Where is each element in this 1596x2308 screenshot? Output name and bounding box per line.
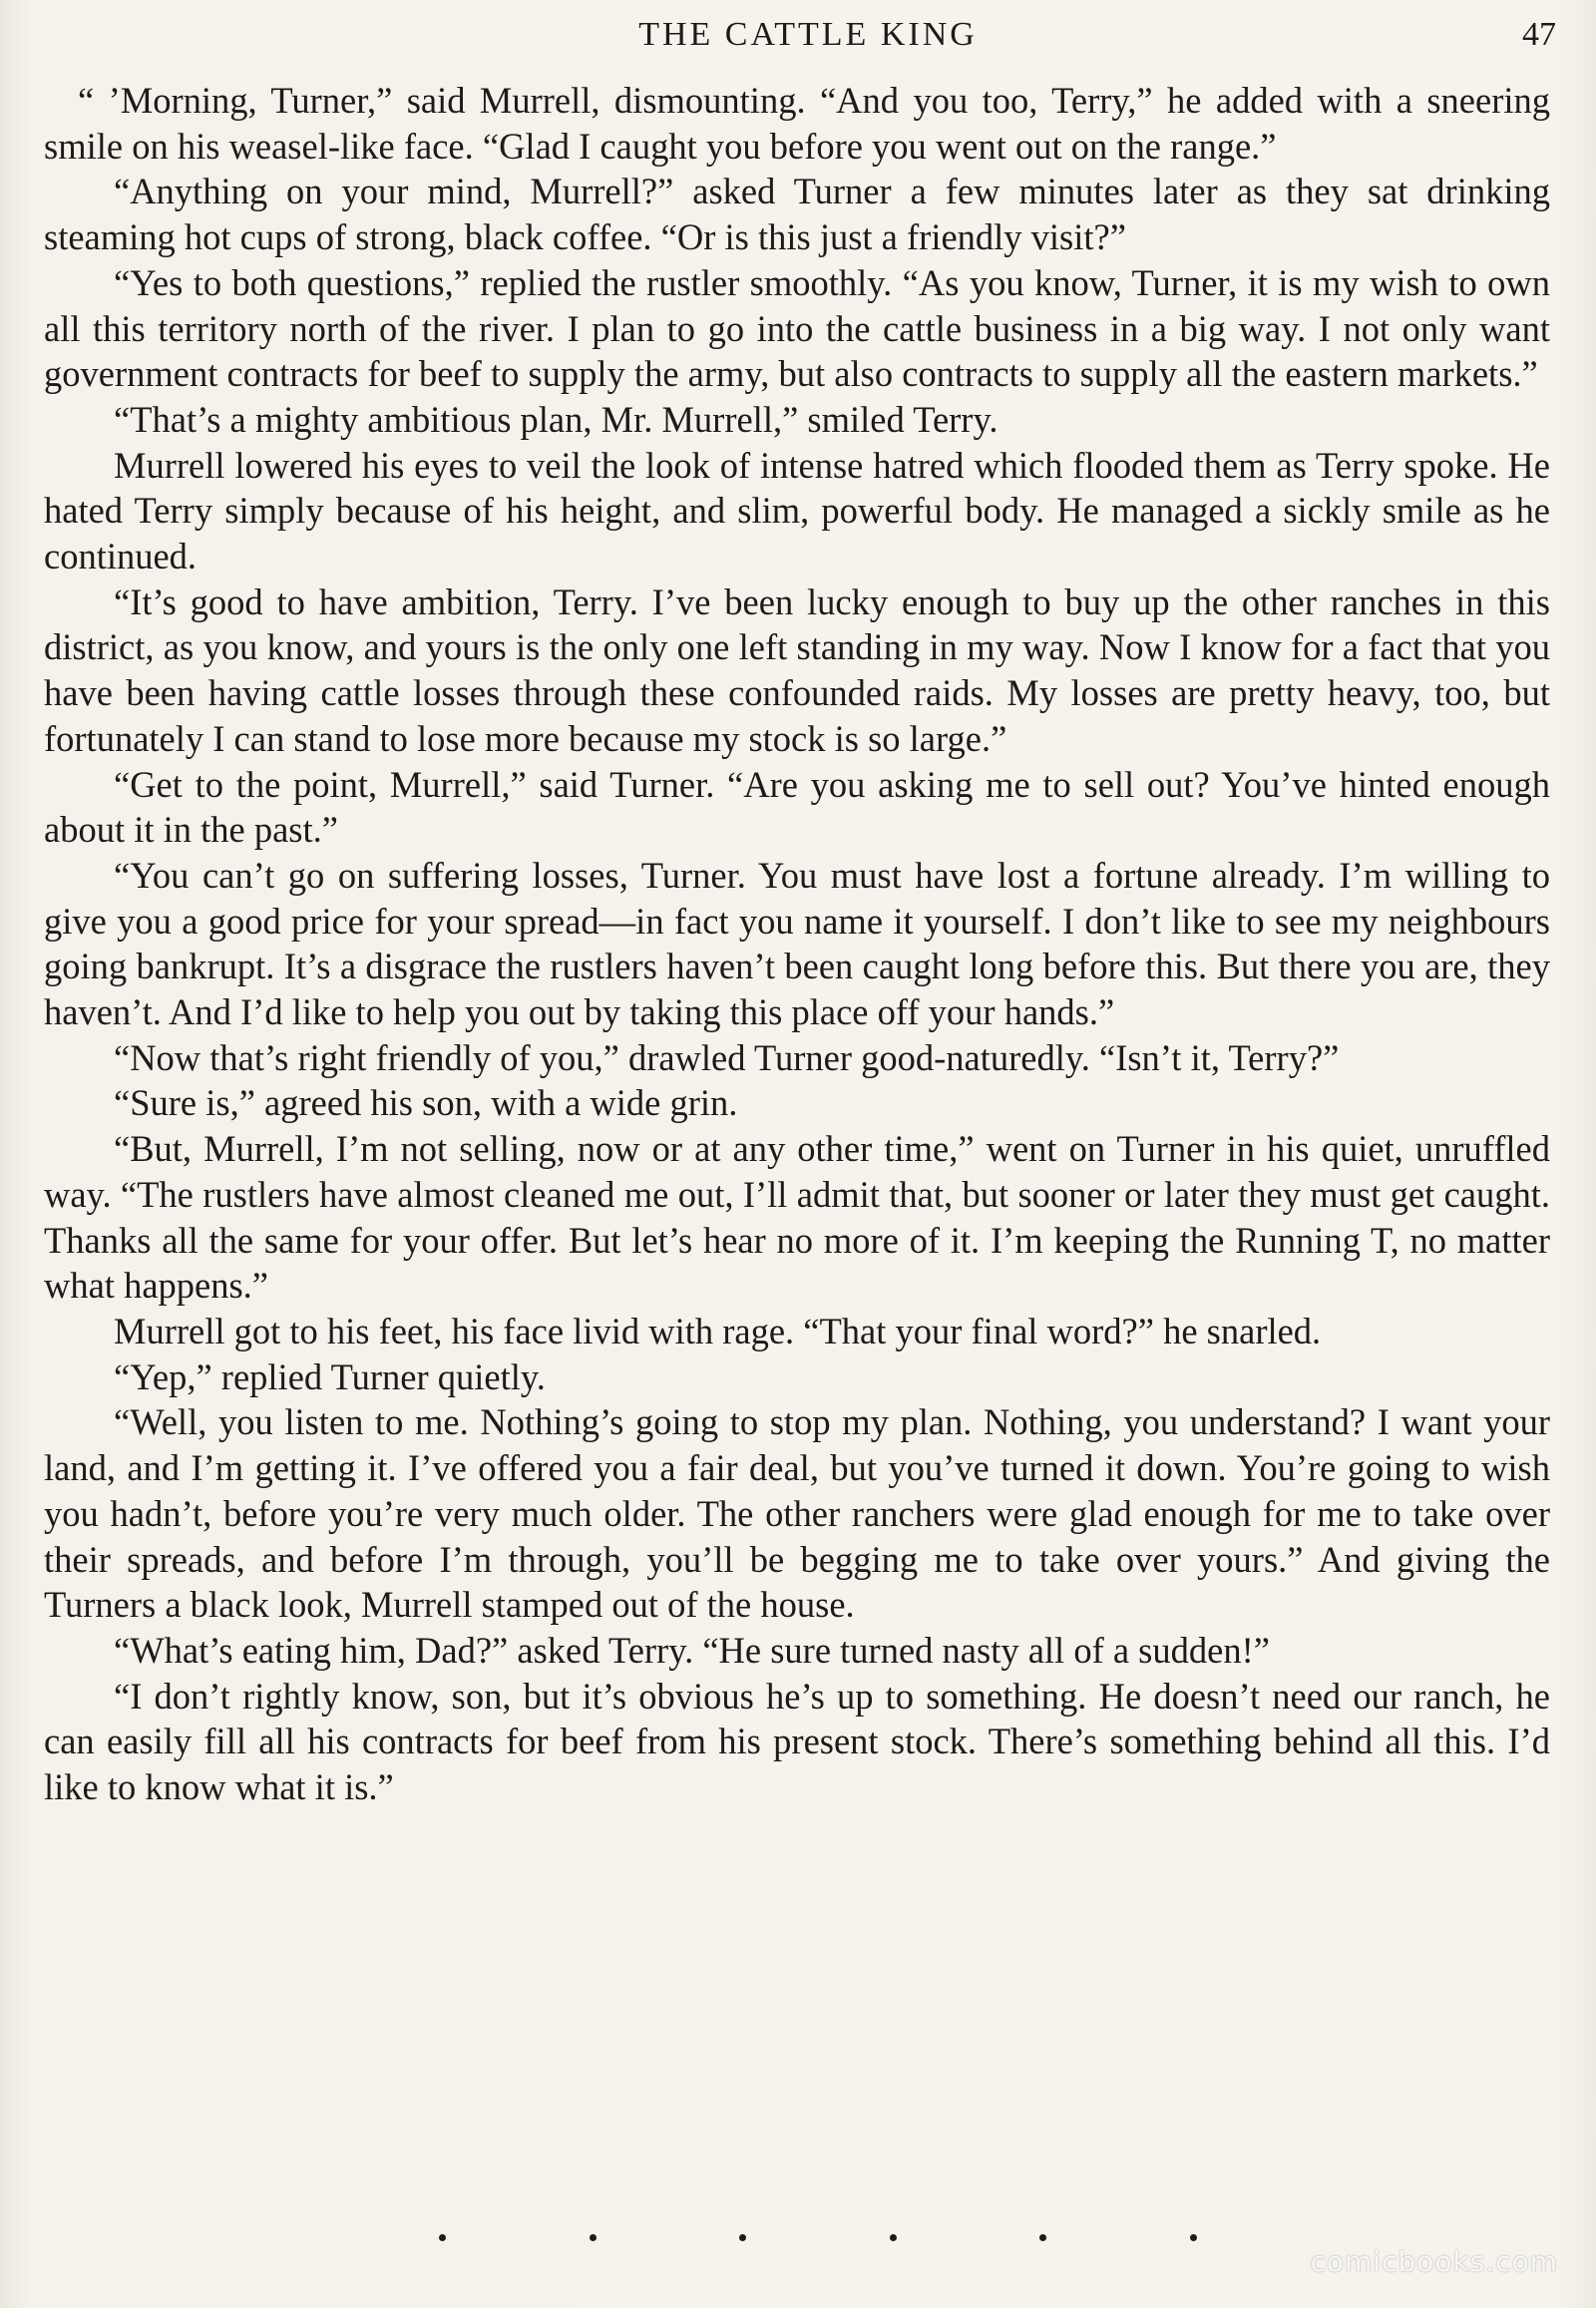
paragraph: “You can’t go on suffering losses, Turner. You must have lost a fortune already. I’m willing to give you a good price for your spread—in fact you name it yourself. I don’t like to see my neighbours going bankrupt. It’s a disgrace the rustlers haven’t been caught long before this. But there you are, they haven’t. And I’d like to help you out by taking this place off your hands.” [44, 854, 1550, 1033]
body-text [44, 78, 1550, 1810]
paragraph: “Yes to both questions,” replied the rustler smoothly. “As you know, Turner, it is my wish to own all this territory north of the river. I plan to go into the cattle business in a big way. I not only want government contracts for beef to supply the army, but also contracts to supply all the eastern markets.” [44, 261, 1550, 395]
running-title: THE CATTLE KING [638, 16, 978, 53]
paragraph: “Now that’s right friendly of you,” drawled Turner good-naturedly. “Isn’t it, Terry?” [114, 1036, 1340, 1078]
paragraph: Murrell got to his feet, his face livid with rage. “That your final word?” he snarled. [114, 1310, 1322, 1351]
page-number: 47 [1522, 16, 1556, 53]
section-break [439, 2234, 1197, 2264]
paragraph: Murrell lowered his eyes to veil the look of intense hatred which flooded them as Terry spoke. He hated Terry simply because of his height, and slim, powerful body. He managed a sickly smile as he continued. [44, 444, 1550, 577]
running-head [60, 16, 1556, 60]
section-dot [890, 2234, 897, 2241]
paragraph: “Sure is,” agreed his son, with a wide grin. [114, 1082, 738, 1124]
paragraph: “What’s eating him, Dad?” asked Terry. “He sure turned nasty all of a sudden!” [114, 1629, 1270, 1671]
section-dot [1190, 2234, 1197, 2241]
paragraph: “ ’Morning, Turner,” said Murrell, dismounting. “And you too, Terry,” he added with a sneering smile on his weasel-like face. “Glad I caught you before you went out on the range.” [44, 80, 1550, 167]
paragraph: “Yep,” replied Turner quietly. [114, 1355, 546, 1397]
section-dot [590, 2234, 597, 2241]
section-dot [739, 2234, 746, 2241]
section-dot [439, 2234, 446, 2241]
paragraph: “But, Murrell, I’m not selling, now or at any other time,” went on Turner in his quiet, unruffled way. “The rustlers have almost cleaned me out, I’ll admit that, but sooner or later they must get caught. Thanks all the same for your offer. But let’s hear no more of it. I’m keeping the Running T, no matter what happens.” [44, 1128, 1550, 1307]
section-dot [1039, 2234, 1046, 2241]
paragraph: “It’s good to have ambition, Terry. I’ve been lucky enough to buy up the other ranches in this district, as you know, and yours is the only one left standing in my way. Now I know for a fact that you have been having cattle losses through these confounded raids. My losses are pretty heavy, too, but fortunately I can stand to lose more because my stock is so large.” [44, 580, 1550, 759]
paragraph: “I don’t rightly know, son, but it’s obvious he’s up to something. He doesn’t need our ranch, he can easily fill all his contracts for beef from his present stock. There’s something behind all this. I’d like to know what it is.” [44, 1675, 1550, 1808]
paragraph: “Well, you listen to me. Nothing’s going to stop my plan. Nothing, you understand? I want your land, and I’m getting it. I’ve offered you a fair deal, but you’ve turned it down. You’re going to wish you hadn’t, before you’re very much older. The other ranchers were glad enough for me to take over their spreads, and before I’m through, you’ll be begging me to take over yours.” And giving the Turners a black look, Murrell stamped out of the house. [44, 1401, 1550, 1626]
paragraph: “That’s a mighty ambitious plan, Mr. Murrell,” smiled Terry. [114, 398, 998, 440]
paragraph: “Anything on your mind, Murrell?” asked Turner a few minutes later as they sat drinking steaming hot cups of strong, black coffee. “Or is this just a friendly visit?” [44, 171, 1550, 258]
paragraph: “Get to the point, Murrell,” said Turner. “Are you asking me to sell out? You’ve hinted enough about it in the past.” [44, 763, 1550, 851]
watermark: comicbooks.com [1310, 2245, 1558, 2278]
